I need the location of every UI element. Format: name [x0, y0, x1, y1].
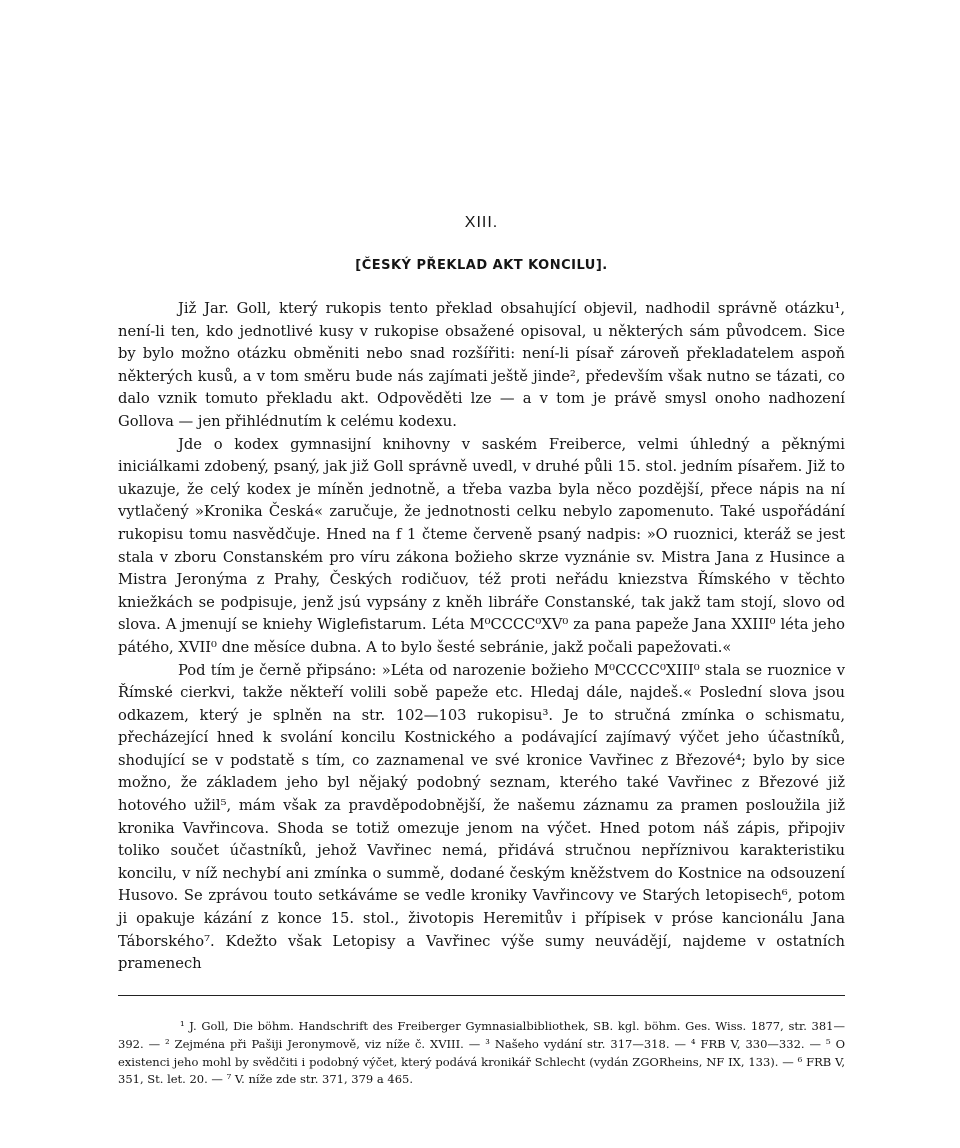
chapter-title: [ČESKÝ PŘEKLAD AKT KONCILU].	[355, 258, 608, 273]
footnote-text: ¹ J. Goll, Die böhm. Handschrift des Freiberger Gymnasialbibliothek, SB. kgl. böhm. Ges. Wiss. 1877, str. 381—392. — ² Zejména při Pašiji Jeronymově, viz níže č. XVIII. — ³ Našeho vydání str. 317—318. — ⁴ FRB V, 330—332. — ⁵ O existenci jeho mohl by svědčiti i podobný výčet, který podává kronikář Schlecht (vydán ZGORheins, NF IX, 133). — ⁶ FRB V, 351, St. let. 20. — ⁷ V. níže zde str. 371, 379 a 465.	[118, 1019, 845, 1087]
paragraph-text: Pod tím je černě připsáno: »Léta od narozenie božieho M⁰CCCC⁰XIII⁰ stala se ruoznice v Římské cierkvi, takže někteří volili sobě papeže etc. Hledaj dále, najdeš.« Poslední slova jsou odkazem, který je splněn na str. 102—103 rukopisu³. Je to stručná zmínka o schismatu, přecházející hned k svolání koncilu Kostnického a podávající zajímavý výčet jeho účastníků, shodující se v podstatě s tím, co zaznamenal ve své kronice Vavřinec z Březové⁴; bylo by sice možno, že základem jeho byl nějaký podobný seznam, kterého také Vavřinec z Březové již hotového užil⁵, mám však za pravděpodobnější, že našemu záznamu za pramen posloužila již kronika Vavřincova. Shoda se totiž omezuje jenom na výčet. Hned potom náš zápis, připojiv toliko součet účastníků, jehož Vavřinec nemá, přidává stručnou nepříznivou karakteristiku koncilu, v níž nechybí ani zmínka o summě, dodané českým kněžstvem do Kostnice na odsouzení Husovo. Se zprávou touto setkáváme se vedle kroniky Vavřincovy ve Starých letopisech⁶, potom ji opakuje kázání z konce 15. stol., životopis Heremitův i přípisek v próse kancionálu Jana Táborského⁷. Kdežto však Letopisy a Vavřinec výše sumy neuvádějí, najdeme v ostatních pramenech	[118, 661, 845, 973]
paragraph-text: Již Jar. Goll, který rukopis tento překlad obsahující objevil, nadhodil správně otázku¹, není-li ten, kdo jednotlivé kusy v rukopise obsažené opisoval, u některých sám původcem. Sice by bylo možno otázku obměniti nebo snad rozšířiti: není-li písař zároveň překladatelem aspoň některých kusů, a v tom směru bude nás zajímati ještě jinde², především však nutno se tázati, co dalo vznik tomuto překladu akt. Odpověděti lze — a v tom je právě smysl onoho nadhození Gollova — jen přihlédnutím k celému kodexu.	[118, 300, 845, 430]
paragraph	[118, 434, 845, 660]
footnote-divider	[118, 995, 845, 996]
paragraph-text: Jde o kodex gymnasijní knihovny v saském Freiberce, velmi úhledný a pěknými iniciálkami zdobený, psaný, jak již Goll správně uvedl, v druhé půli 15. stol. jedním písařem. Již to ukazuje, že celý kodex je míněn jednotně, a třeba vazba byla něco pozdější, přece nápis na ní vytlačený »Kronika Česká« zaručuje, že jednotnosti celku nebylo zapomenuto. Také uspořádání rukopisu tomu nasvědčuje. Hned na f 1 čteme červeně psaný nadpis: »O ruoznici, kteráž se jest stala v zboru Constanském pro víru zákona božieho skrze vyznánie sv. Mistra Jana z Husince a Mistra Jeronýma z Prahy, Českých rodičuov, též proti neřádu kniezstva Římského v těchto kniežkách se podpisuje, jenž jsú vypsány z kněh libráře Constanské, tak jakž tam stojí, slovo od slova. A jmenují se kniehy Wiglefistarum. Léta M⁰CCCC⁰XV⁰ za pana papeže Jana XXIII⁰ léta jeho pátého, XVII⁰ dne měsíce dubna. A to bylo šesté sebránie, jakž počali papežovati.«	[118, 435, 845, 656]
body-text	[118, 298, 845, 976]
paragraph	[118, 298, 845, 434]
chapter-number: XIII.	[464, 214, 499, 231]
paragraph	[118, 660, 845, 976]
footnote-text-block	[118, 1018, 845, 1089]
footnotes	[118, 1018, 845, 1089]
